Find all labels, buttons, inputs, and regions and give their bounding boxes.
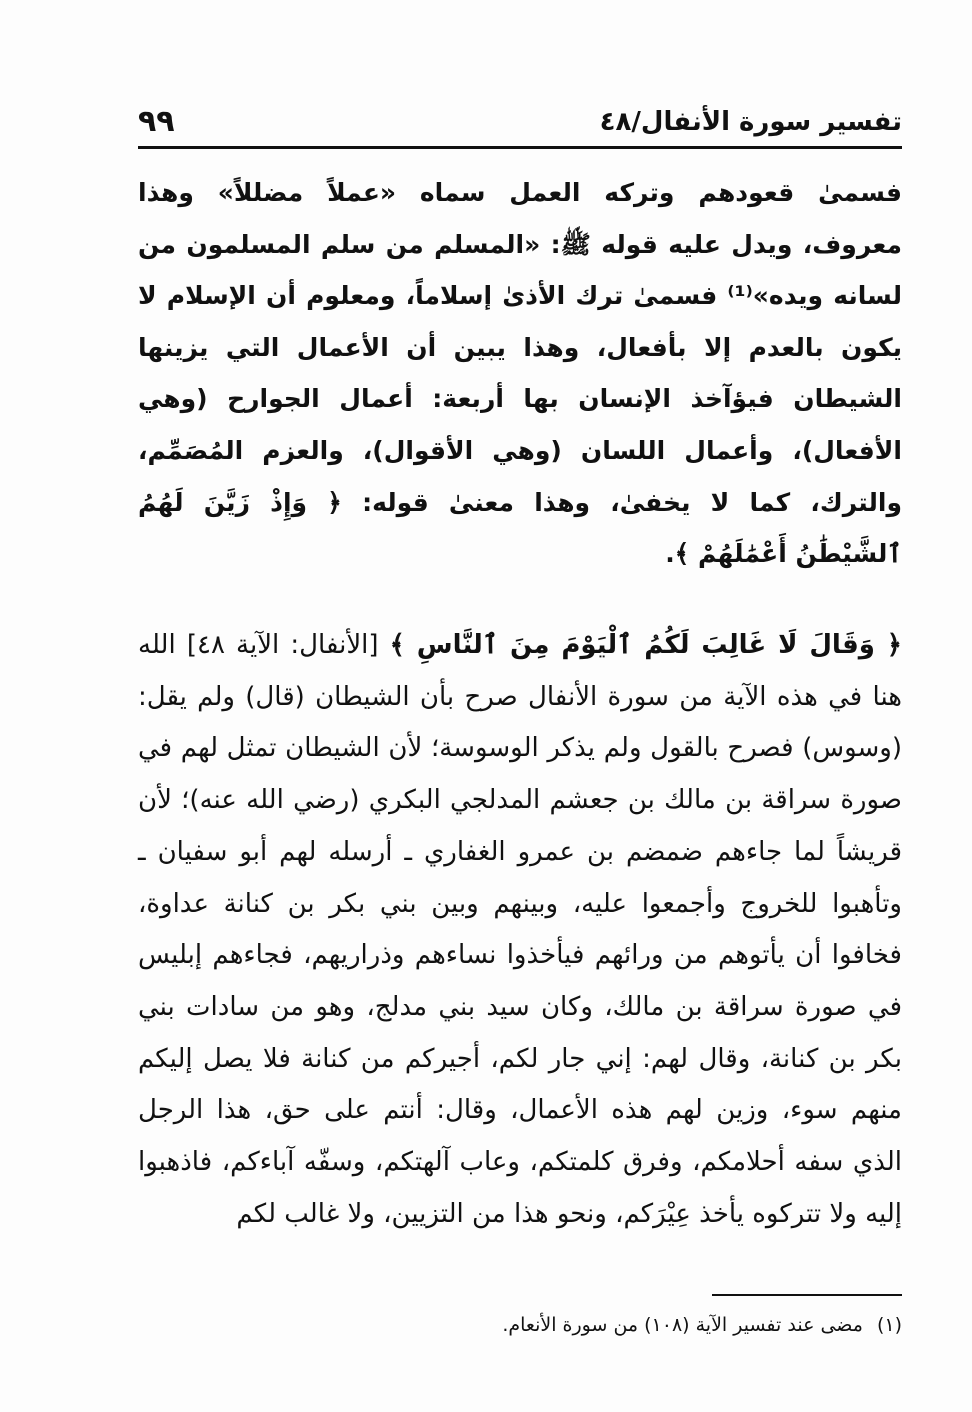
- footnote-text: مضى عند تفسير الآية (١٠٨) من سورة الأنعام.: [502, 1314, 863, 1336]
- footnote-rule: [712, 1294, 902, 1296]
- paragraph-1: فسمىٰ قعودهم وتركه العمل سماه «عملاً مضللاً» وهذا معروف، ويدل عليه قوله ﷺ: «المسلم من سلم المسلمون من لسانه ويده»⁽¹⁾ فسمىٰ ترك الأذىٰ إسلاماً، ومعلوم أن الإسلام لا يكون بالعدم إلا بأفعال، وهذا يبين أن الأعمال التي يزينها الشيطان فيؤآخذ الإنسان بها أربعة: أعمال الجوارح (وهي الأفعال)، وأعمال اللسان (وهي الأقوال)، والعزم المُصَمِّم، والترك، كما لا يخفىٰ، وهذا معنىٰ قوله: ﴿ وَإِذْ زَيَّنَ لَهُمُ ٱلشَّيْطَٰنُ أَعْمَٰلَهُمْ ﴾.: [138, 178, 902, 569]
- paragraph-2-body: الله هنا في هذه الآية من سورة الأنفال صرح بأن الشيطان (قال) ولم يقل: (وسوس) فصرح بالقول ولم يذكر الوسوسة؛ لأن الشيطان تمثل لهم في صورة سراقة بن مالك بن جعشم المدلجي البكري (رضي الله عنه)؛ لأن قريشاً لما جاءهم ضمضم بن عمرو الغفاري ـ أرسله لهم أبو سفيان ـ وتأهبوا للخروج وأجمعوا عليه، وبينهم وبين بني بكر بن كنانة عداوة، فخافوا أن يأتوهم من ورائهم فيأخذوا نساءهم وذراريهم، فجاءهم إبليس في صورة سراقة بن مالك، وكان سيد بني مدلج، وهو من سادات بني بكر بن كنانة، وقال لهم: إني جار لكم، أجيركم من كنانة فلا يصل إليكم منهم سوء، وزين لهم هذه الأعمال، وقال: أنتم على حق، هذا الرجل الذي سفه أحلامكم، وفرق كلمتكم، وعاب آلهتكم، وسفّه آباءكم، فاذهبوا إليه ولا تتركوه يأخذ عِيْرَكم، ونحو هذا من التزيين، ولا غالب لكم: [138, 630, 902, 1229]
- footnote-marker: (١): [876, 1314, 902, 1336]
- quran-verse: ﴿ وَقَالَ لَا غَالِبَ لَكُمُ ٱلْيَوْمَ مِنَ ٱلنَّاسِ ﴾: [389, 630, 903, 660]
- paragraph-2: [138, 620, 902, 1240]
- header-rule: [138, 146, 902, 149]
- footnote: [300, 1310, 902, 1340]
- running-title: تفسير سورة الأنفال/٤٨: [599, 107, 902, 137]
- verse-reference: [الأنفال: الآية ٤٨]: [186, 630, 379, 660]
- page-header: [138, 90, 902, 142]
- page-number: ٩٩: [138, 104, 175, 139]
